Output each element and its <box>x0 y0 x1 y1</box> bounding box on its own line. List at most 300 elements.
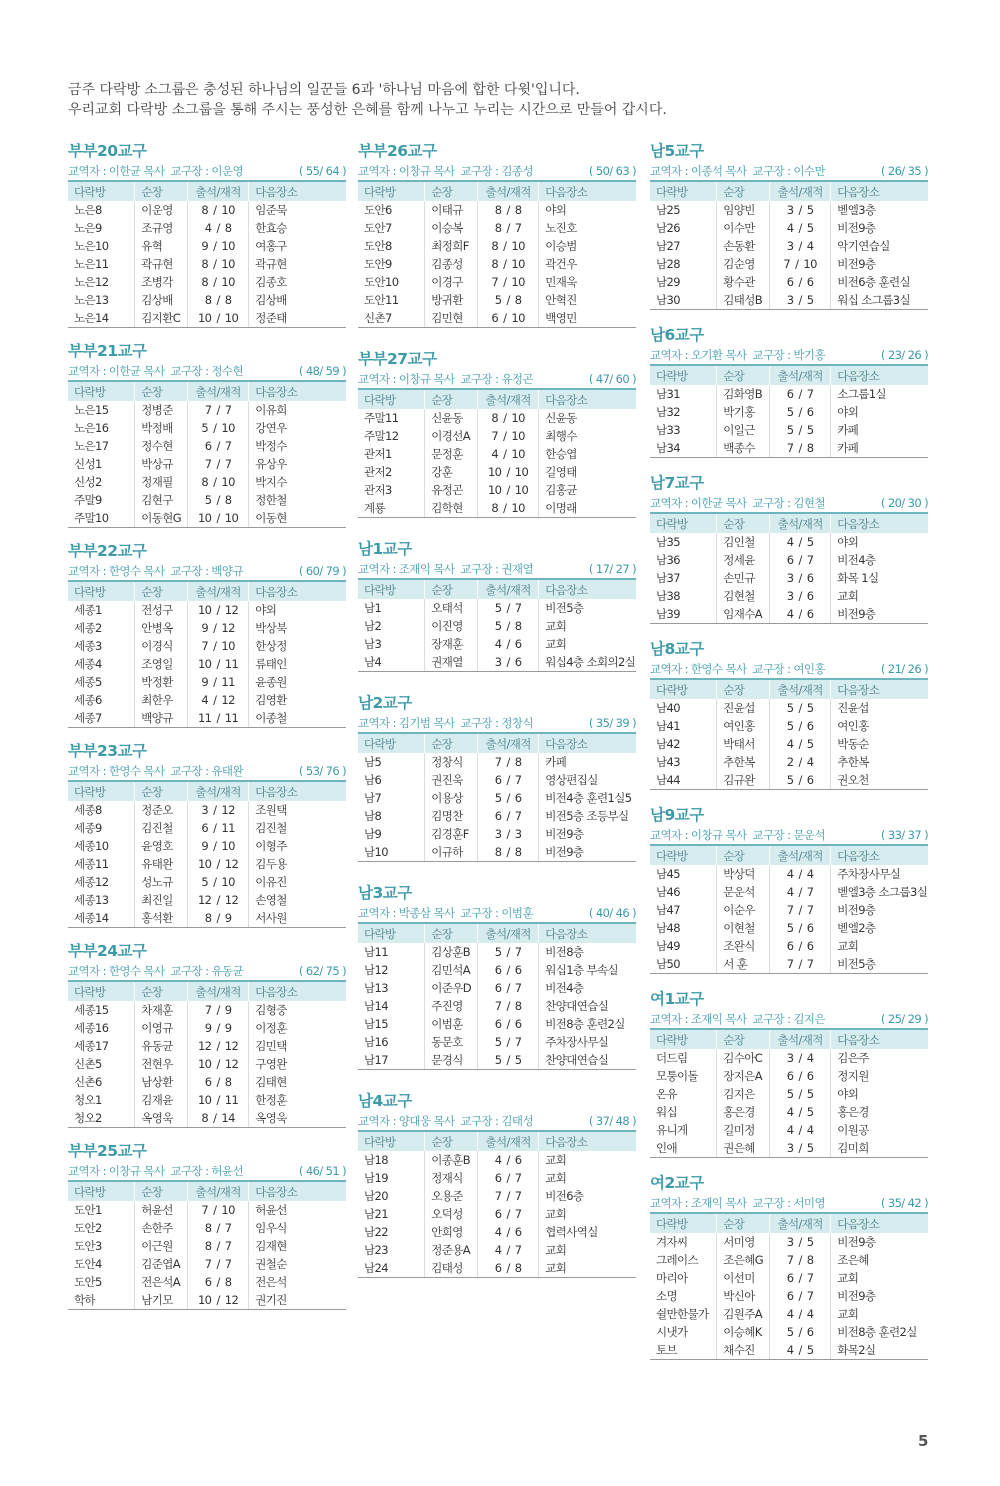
cell-leader: 윤영호 <box>135 837 188 855</box>
cell-next-place: 권기진 <box>249 1291 346 1310</box>
cell-darakbang: 도안9 <box>364 257 392 271</box>
cell-darakbang: 더드림 <box>656 1051 688 1065</box>
header-leader: 순장 <box>135 781 188 801</box>
cell-attendance: 5 / 7 <box>478 943 539 961</box>
cell-leader: 최진일 <box>135 891 188 909</box>
cell-attendance: 8 / 7 <box>478 219 539 237</box>
table-row <box>358 1015 636 1033</box>
cell-next-place: 한효승 <box>249 219 346 237</box>
attendance-total: ( 23/ 26 ) <box>880 348 928 362</box>
cell-leader: 이순우 <box>717 901 770 919</box>
cell-darakbang: 남36 <box>656 553 680 567</box>
table-row <box>68 1019 346 1037</box>
cell-attendance: 6 / 7 <box>770 385 831 403</box>
cell-darakbang: 도안6 <box>364 203 392 217</box>
pastor-label: 교역자 : 한영수 목사 <box>68 964 165 978</box>
header-attendance: 출석/재적 <box>770 845 831 865</box>
table-row <box>650 605 928 624</box>
leader-label: 교구장 : 김지은 <box>752 1012 825 1026</box>
table-row <box>358 1151 636 1169</box>
leader-label: 교구장 : 허윤선 <box>170 1164 243 1178</box>
cell-next-place: 협력사역실 <box>539 1223 636 1241</box>
cell-darakbang: 남6 <box>364 773 382 787</box>
table-row <box>650 771 928 790</box>
header-leader: 순장 <box>425 733 478 753</box>
cell-darakbang: 남42 <box>656 737 680 751</box>
pastor-label: 교역자 : 김기범 목사 <box>358 716 455 730</box>
table-row <box>68 837 346 855</box>
cell-next-place: 최행수 <box>539 427 636 445</box>
cell-attendance: 7 / 7 <box>478 1187 539 1205</box>
cell-attendance: 3 / 5 <box>770 291 831 310</box>
cell-darakbang: 남27 <box>656 239 680 253</box>
cell-attendance: 11 / 11 <box>188 709 249 728</box>
cell-leader: 차재훈 <box>135 1001 188 1019</box>
cell-next-place: 야외 <box>831 533 928 551</box>
cell-attendance: 6 / 7 <box>478 1169 539 1187</box>
column-left <box>68 140 346 1322</box>
cell-attendance: 8 / 10 <box>188 201 249 219</box>
group-table <box>358 388 636 518</box>
cell-attendance: 3 / 12 <box>188 801 249 819</box>
cell-next-place: 벧엘3층 소그룹3실 <box>831 883 928 901</box>
attendance-total: ( 21/ 26 ) <box>880 662 928 676</box>
cell-darakbang: 남24 <box>358 1259 425 1278</box>
cell-attendance: 4 / 8 <box>188 219 249 237</box>
cell-next-place: 박지수 <box>249 473 346 491</box>
cell-leader: 허윤선 <box>135 1201 188 1219</box>
header-next-place: 다음장소 <box>831 513 928 533</box>
leader-label: 교구장 : 여인홍 <box>752 662 825 676</box>
leader-label: 교구장 : 김종성 <box>460 164 533 178</box>
table-row <box>68 673 346 691</box>
cell-attendance: 8 / 10 <box>478 237 539 255</box>
group-table <box>358 180 636 328</box>
cell-attendance: 8 / 9 <box>188 909 249 928</box>
cell-leader: 이준우D <box>425 979 478 997</box>
table-row <box>68 1037 346 1055</box>
leader-label: 교구장 : 김태성 <box>460 1114 533 1128</box>
cell-attendance: 4 / 4 <box>770 1121 831 1139</box>
table-row <box>68 473 346 491</box>
header-attendance: 출석/재적 <box>188 181 249 201</box>
cell-leader: 전현우 <box>135 1055 188 1073</box>
intro-line-2: 우리교회 다락방 소그룹을 통해 주시는 풍성한 은혜를 함께 나누고 누리는 시간으로 만들어 갑시다. <box>68 102 667 118</box>
table-row <box>650 1269 928 1287</box>
cell-darakbang: 남21 <box>364 1207 388 1221</box>
cell-leader: 이규하 <box>425 843 478 862</box>
cell-leader: 오용준 <box>425 1187 478 1205</box>
cell-next-place: 김미희 <box>831 1139 928 1158</box>
cell-next-place: 카페 <box>831 421 928 439</box>
cell-attendance: 4 / 5 <box>770 219 831 237</box>
group-info <box>650 162 928 180</box>
cell-darakbang: 노은12 <box>74 275 109 289</box>
cell-darakbang: 노은13 <box>74 293 109 307</box>
cell-darakbang: 남4 <box>358 653 425 672</box>
cell-next-place: 비전5층 <box>831 955 928 974</box>
cell-darakbang: 신촌7 <box>358 309 425 328</box>
header-leader: 순장 <box>717 181 770 201</box>
group-table <box>650 1212 928 1360</box>
group-table <box>650 1028 928 1158</box>
table-row <box>358 979 636 997</box>
cell-darakbang: 남15 <box>364 1017 388 1031</box>
cell-attendance: 5 / 6 <box>770 771 831 790</box>
table-row <box>68 1201 346 1219</box>
cell-next-place: 이정훈 <box>249 1019 346 1037</box>
cell-attendance: 4 / 5 <box>770 735 831 753</box>
table-row <box>358 961 636 979</box>
cell-next-place: 비전4층 <box>831 551 928 569</box>
table-row <box>358 635 636 653</box>
header-next-place: 다음장소 <box>831 1213 928 1233</box>
cell-next-place: 진윤섭 <box>831 699 928 717</box>
cell-attendance: 8 / 10 <box>478 409 539 427</box>
cell-leader: 박상규 <box>135 455 188 473</box>
cell-darakbang: 남19 <box>364 1171 388 1185</box>
cell-next-place: 여인홍 <box>831 717 928 735</box>
header-next-place: 다음장소 <box>831 679 928 699</box>
table-row <box>358 807 636 825</box>
cell-darakbang: 세종6 <box>74 693 102 707</box>
group-staff <box>650 1194 831 1212</box>
cell-attendance: 7 / 10 <box>478 427 539 445</box>
cell-attendance: 3 / 6 <box>770 587 831 605</box>
cell-leader: 황수관 <box>717 273 770 291</box>
cell-darakbang: 남7 <box>364 791 382 805</box>
attendance-total: ( 46/ 51 ) <box>298 1164 346 1178</box>
column-middle <box>358 140 636 1298</box>
cell-darakbang: 토브 <box>650 1341 717 1360</box>
cell-darakbang: 신촌5 <box>74 1057 102 1071</box>
header-attendance: 출석/재적 <box>478 579 539 599</box>
cell-darakbang: 도안3 <box>74 1239 102 1253</box>
group-info <box>358 370 636 388</box>
group-table <box>650 678 928 790</box>
cell-leader: 손민규 <box>717 569 770 587</box>
table-row <box>358 237 636 255</box>
group-section <box>358 692 636 862</box>
cell-attendance: 6 / 7 <box>188 437 249 455</box>
group-table <box>68 580 346 728</box>
header-darakbang: 다락방 <box>650 1029 717 1049</box>
cell-leader: 김현철 <box>717 587 770 605</box>
leader-label: 교구장 : 정수현 <box>170 364 243 378</box>
header-next-place: 다음장소 <box>539 389 636 409</box>
cell-attendance: 4 / 6 <box>478 635 539 653</box>
cell-next-place: 정지원 <box>831 1067 928 1085</box>
cell-leader: 강훈 <box>425 463 478 481</box>
group-staff <box>358 904 539 922</box>
table-row <box>68 637 346 655</box>
cell-leader: 방귀환 <box>425 291 478 309</box>
cell-leader: 전성구 <box>135 601 188 619</box>
table-row <box>358 1259 636 1278</box>
cell-attendance: 5 / 7 <box>478 599 539 617</box>
group-info <box>68 1162 346 1180</box>
table-row <box>68 855 346 873</box>
table-row <box>358 499 636 518</box>
cell-next-place: 비전8층 훈련2실 <box>831 1323 928 1341</box>
cell-leader: 김원주A <box>717 1305 770 1323</box>
group-title: 남3교구 <box>358 884 412 902</box>
cell-leader: 유태완 <box>135 855 188 873</box>
table-row <box>68 819 346 837</box>
cell-attendance: 5 / 6 <box>770 403 831 421</box>
leader-label: 교구장 : 유동균 <box>170 964 243 978</box>
cell-darakbang: 도안2 <box>74 1221 102 1235</box>
cell-darakbang: 계룡 <box>358 499 425 518</box>
cell-darakbang: 남49 <box>656 939 680 953</box>
cell-leader: 홍석환 <box>135 909 188 928</box>
header-attendance: 출석/재적 <box>188 381 249 401</box>
group-title: 남5교구 <box>650 142 704 160</box>
cell-leader: 조규영 <box>135 219 188 237</box>
header-leader: 순장 <box>717 513 770 533</box>
header-leader: 순장 <box>425 1131 478 1151</box>
group-info <box>68 362 346 380</box>
cell-leader: 정세윤 <box>717 551 770 569</box>
cell-leader: 김민석A <box>425 961 478 979</box>
header-next-place: 다음장소 <box>249 781 346 801</box>
cell-darakbang: 노은9 <box>74 221 102 235</box>
cell-attendance: 8 / 10 <box>478 255 539 273</box>
cell-darakbang: 남40 <box>656 701 680 715</box>
pastor-label: 교역자 : 이창규 목사 <box>358 372 455 386</box>
group-title: 남4교구 <box>358 1092 412 1110</box>
cell-next-place: 김진철 <box>249 819 346 837</box>
cell-darakbang: 남1 <box>364 601 382 615</box>
table-header-row <box>358 389 636 409</box>
group-title: 남7교구 <box>650 474 704 492</box>
table-row <box>358 997 636 1015</box>
cell-leader: 오덕성 <box>425 1205 478 1223</box>
header-attendance: 출석/재적 <box>770 513 831 533</box>
cell-leader: 조병각 <box>135 273 188 291</box>
cell-leader: 권진욱 <box>425 771 478 789</box>
header-darakbang: 다락방 <box>68 781 135 801</box>
table-row <box>650 273 928 291</box>
cell-attendance: 4 / 10 <box>478 445 539 463</box>
cell-leader: 추한복 <box>717 753 770 771</box>
cell-leader: 박정배 <box>135 419 188 437</box>
group-section <box>358 538 636 672</box>
cell-next-place: 김민택 <box>249 1037 346 1055</box>
table-row <box>650 219 928 237</box>
cell-next-place: 김재현 <box>249 1237 346 1255</box>
cell-leader: 박태서 <box>717 735 770 753</box>
cell-next-place: 박동순 <box>831 735 928 753</box>
group-staff <box>68 962 249 980</box>
cell-darakbang: 남5 <box>364 755 382 769</box>
cell-darakbang: 세종5 <box>74 675 102 689</box>
cell-next-place: 서사원 <box>249 909 346 928</box>
cell-darakbang: 남26 <box>656 221 680 235</box>
cell-leader: 김민현 <box>425 309 478 328</box>
cell-attendance: 4 / 5 <box>770 1103 831 1121</box>
header-next-place: 다음장소 <box>831 181 928 201</box>
cell-next-place: 비전9층 <box>831 255 928 273</box>
cell-leader: 임양빈 <box>717 201 770 219</box>
table-row <box>650 1305 928 1323</box>
intro-line-1: 금주 다락방 소그룹은 충성된 하나님의 일꾼들 6과 '하나님 마음에 합한 다윗'입니다. <box>68 82 580 98</box>
table-row <box>68 273 346 291</box>
table-header-row <box>68 381 346 401</box>
leader-label: 교구장 : 문운석 <box>752 828 825 842</box>
group-section <box>650 804 928 974</box>
pastor-label: 교역자 : 양대웅 목사 <box>358 1114 455 1128</box>
cell-attendance: 9 / 11 <box>188 673 249 691</box>
cell-next-place: 교회 <box>539 635 636 653</box>
table-row <box>68 1219 346 1237</box>
table-row <box>650 533 928 551</box>
cell-attendance: 3 / 3 <box>478 825 539 843</box>
cell-attendance: 3 / 5 <box>770 1139 831 1158</box>
cell-leader: 조영일 <box>135 655 188 673</box>
group-section <box>358 348 636 518</box>
cell-leader: 유정곤 <box>425 481 478 499</box>
table-row <box>68 509 346 528</box>
cell-next-place: 악기연습실 <box>831 237 928 255</box>
cell-darakbang: 도안1 <box>74 1203 102 1217</box>
cell-next-place: 교회 <box>539 617 636 635</box>
pastor-label: 교역자 : 한영수 목사 <box>650 662 747 676</box>
cell-darakbang: 도안11 <box>364 293 399 307</box>
cell-darakbang: 남43 <box>656 755 680 769</box>
table-header-row <box>358 579 636 599</box>
cell-next-place: 임우식 <box>249 1219 346 1237</box>
cell-darakbang: 남23 <box>364 1243 388 1257</box>
cell-attendance: 5 / 8 <box>188 491 249 509</box>
group-section <box>650 324 928 458</box>
cell-darakbang: 세종1 <box>74 603 102 617</box>
cell-next-place: 야외 <box>831 1085 928 1103</box>
cell-darakbang: 노은8 <box>74 203 102 217</box>
cell-attendance: 4 / 7 <box>770 883 831 901</box>
cell-next-place: 비전5층 <box>539 599 636 617</box>
pastor-label: 교역자 : 이창규 목사 <box>650 828 747 842</box>
group-title: 부부23교구 <box>68 742 147 760</box>
cell-darakbang: 마리아 <box>656 1271 688 1285</box>
cell-darakbang: 남22 <box>364 1225 388 1239</box>
header-next-place: 다음장소 <box>539 733 636 753</box>
cell-next-place: 카페 <box>831 439 928 458</box>
header-attendance: 출석/재적 <box>478 923 539 943</box>
cell-leader: 김지환C <box>135 309 188 328</box>
cell-leader: 이태규 <box>425 201 478 219</box>
table-header-row <box>650 513 928 533</box>
group-info <box>358 904 636 922</box>
table-row <box>358 1223 636 1241</box>
cell-darakbang: 남10 <box>358 843 425 862</box>
cell-next-place: 비전9층 <box>831 1287 928 1305</box>
pastor-label: 교역자 : 조재익 목사 <box>650 1196 747 1210</box>
cell-next-place: 비전8층 <box>539 943 636 961</box>
cell-darakbang: 학하 <box>68 1291 135 1310</box>
cell-leader: 문운석 <box>717 883 770 901</box>
cell-darakbang: 워십 <box>656 1105 678 1119</box>
cell-attendance: 7 / 7 <box>770 955 831 974</box>
leader-label: 교구장 : 이범훈 <box>460 906 533 920</box>
group-title: 여2교구 <box>650 1174 704 1192</box>
cell-darakbang: 남12 <box>364 963 388 977</box>
table-row <box>650 201 928 219</box>
cell-next-place: 찬양대연습실 <box>539 1051 636 1070</box>
cell-darakbang: 노은11 <box>74 257 109 271</box>
cell-darakbang: 남31 <box>656 387 680 401</box>
cell-darakbang: 남38 <box>656 589 680 603</box>
table-row <box>650 865 928 883</box>
cell-leader: 이수만 <box>717 219 770 237</box>
cell-leader: 김순영 <box>717 255 770 273</box>
cell-next-place: 워십1층 부속실 <box>539 961 636 979</box>
cell-leader: 조완식 <box>717 937 770 955</box>
cell-next-place: 교회 <box>539 1169 636 1187</box>
cell-next-place: 비전9층 <box>539 825 636 843</box>
group-staff <box>358 714 539 732</box>
cell-attendance: 8 / 8 <box>478 843 539 862</box>
header-leader: 순장 <box>717 1213 770 1233</box>
group-section <box>358 882 636 1070</box>
table-row <box>358 1051 636 1070</box>
cell-next-place: 손영철 <box>249 891 346 909</box>
group-staff <box>650 1010 831 1028</box>
group-table <box>650 180 928 310</box>
header-attendance: 출석/재적 <box>770 1213 831 1233</box>
group-section <box>650 140 928 310</box>
table-header-row <box>358 923 636 943</box>
cell-darakbang: 신성1 <box>74 457 102 471</box>
header-next-place: 다음장소 <box>831 1029 928 1049</box>
cell-leader: 서미영 <box>717 1233 770 1251</box>
cell-next-place: 곽규현 <box>249 255 346 273</box>
table-row <box>650 901 928 919</box>
cell-darakbang: 세종13 <box>74 893 109 907</box>
header-attendance: 출석/재적 <box>188 781 249 801</box>
cell-next-place: 야외 <box>249 601 346 619</box>
table-row <box>358 599 636 617</box>
table-row <box>358 825 636 843</box>
cell-darakbang: 남30 <box>650 291 717 310</box>
cell-next-place: 카페 <box>539 753 636 771</box>
cell-attendance: 7 / 10 <box>770 255 831 273</box>
header-leader: 순장 <box>425 923 478 943</box>
cell-next-place: 워십 소그룹3실 <box>831 291 928 310</box>
table-row <box>650 569 928 587</box>
cell-leader: 정재필 <box>135 473 188 491</box>
table-row <box>358 273 636 291</box>
cell-leader: 정수현 <box>135 437 188 455</box>
table-row <box>68 237 346 255</box>
cell-leader: 손한주 <box>135 1219 188 1237</box>
cell-leader: 임재수A <box>717 605 770 624</box>
table-row <box>68 1109 346 1128</box>
cell-leader: 유동균 <box>135 1037 188 1055</box>
cell-darakbang: 세종12 <box>74 875 109 889</box>
cell-attendance: 7 / 10 <box>188 1201 249 1219</box>
header-attendance: 출석/재적 <box>188 581 249 601</box>
cell-darakbang: 남16 <box>364 1035 388 1049</box>
cell-next-place: 구영완 <box>249 1055 346 1073</box>
table-row <box>358 291 636 309</box>
cell-attendance: 7 / 10 <box>478 273 539 291</box>
cell-darakbang: 신촌6 <box>74 1075 102 1089</box>
cell-attendance: 6 / 8 <box>188 1273 249 1291</box>
header-darakbang: 다락방 <box>650 845 717 865</box>
cell-next-place: 조원택 <box>249 801 346 819</box>
cell-next-place: 비전6층 훈련실 <box>831 273 928 291</box>
